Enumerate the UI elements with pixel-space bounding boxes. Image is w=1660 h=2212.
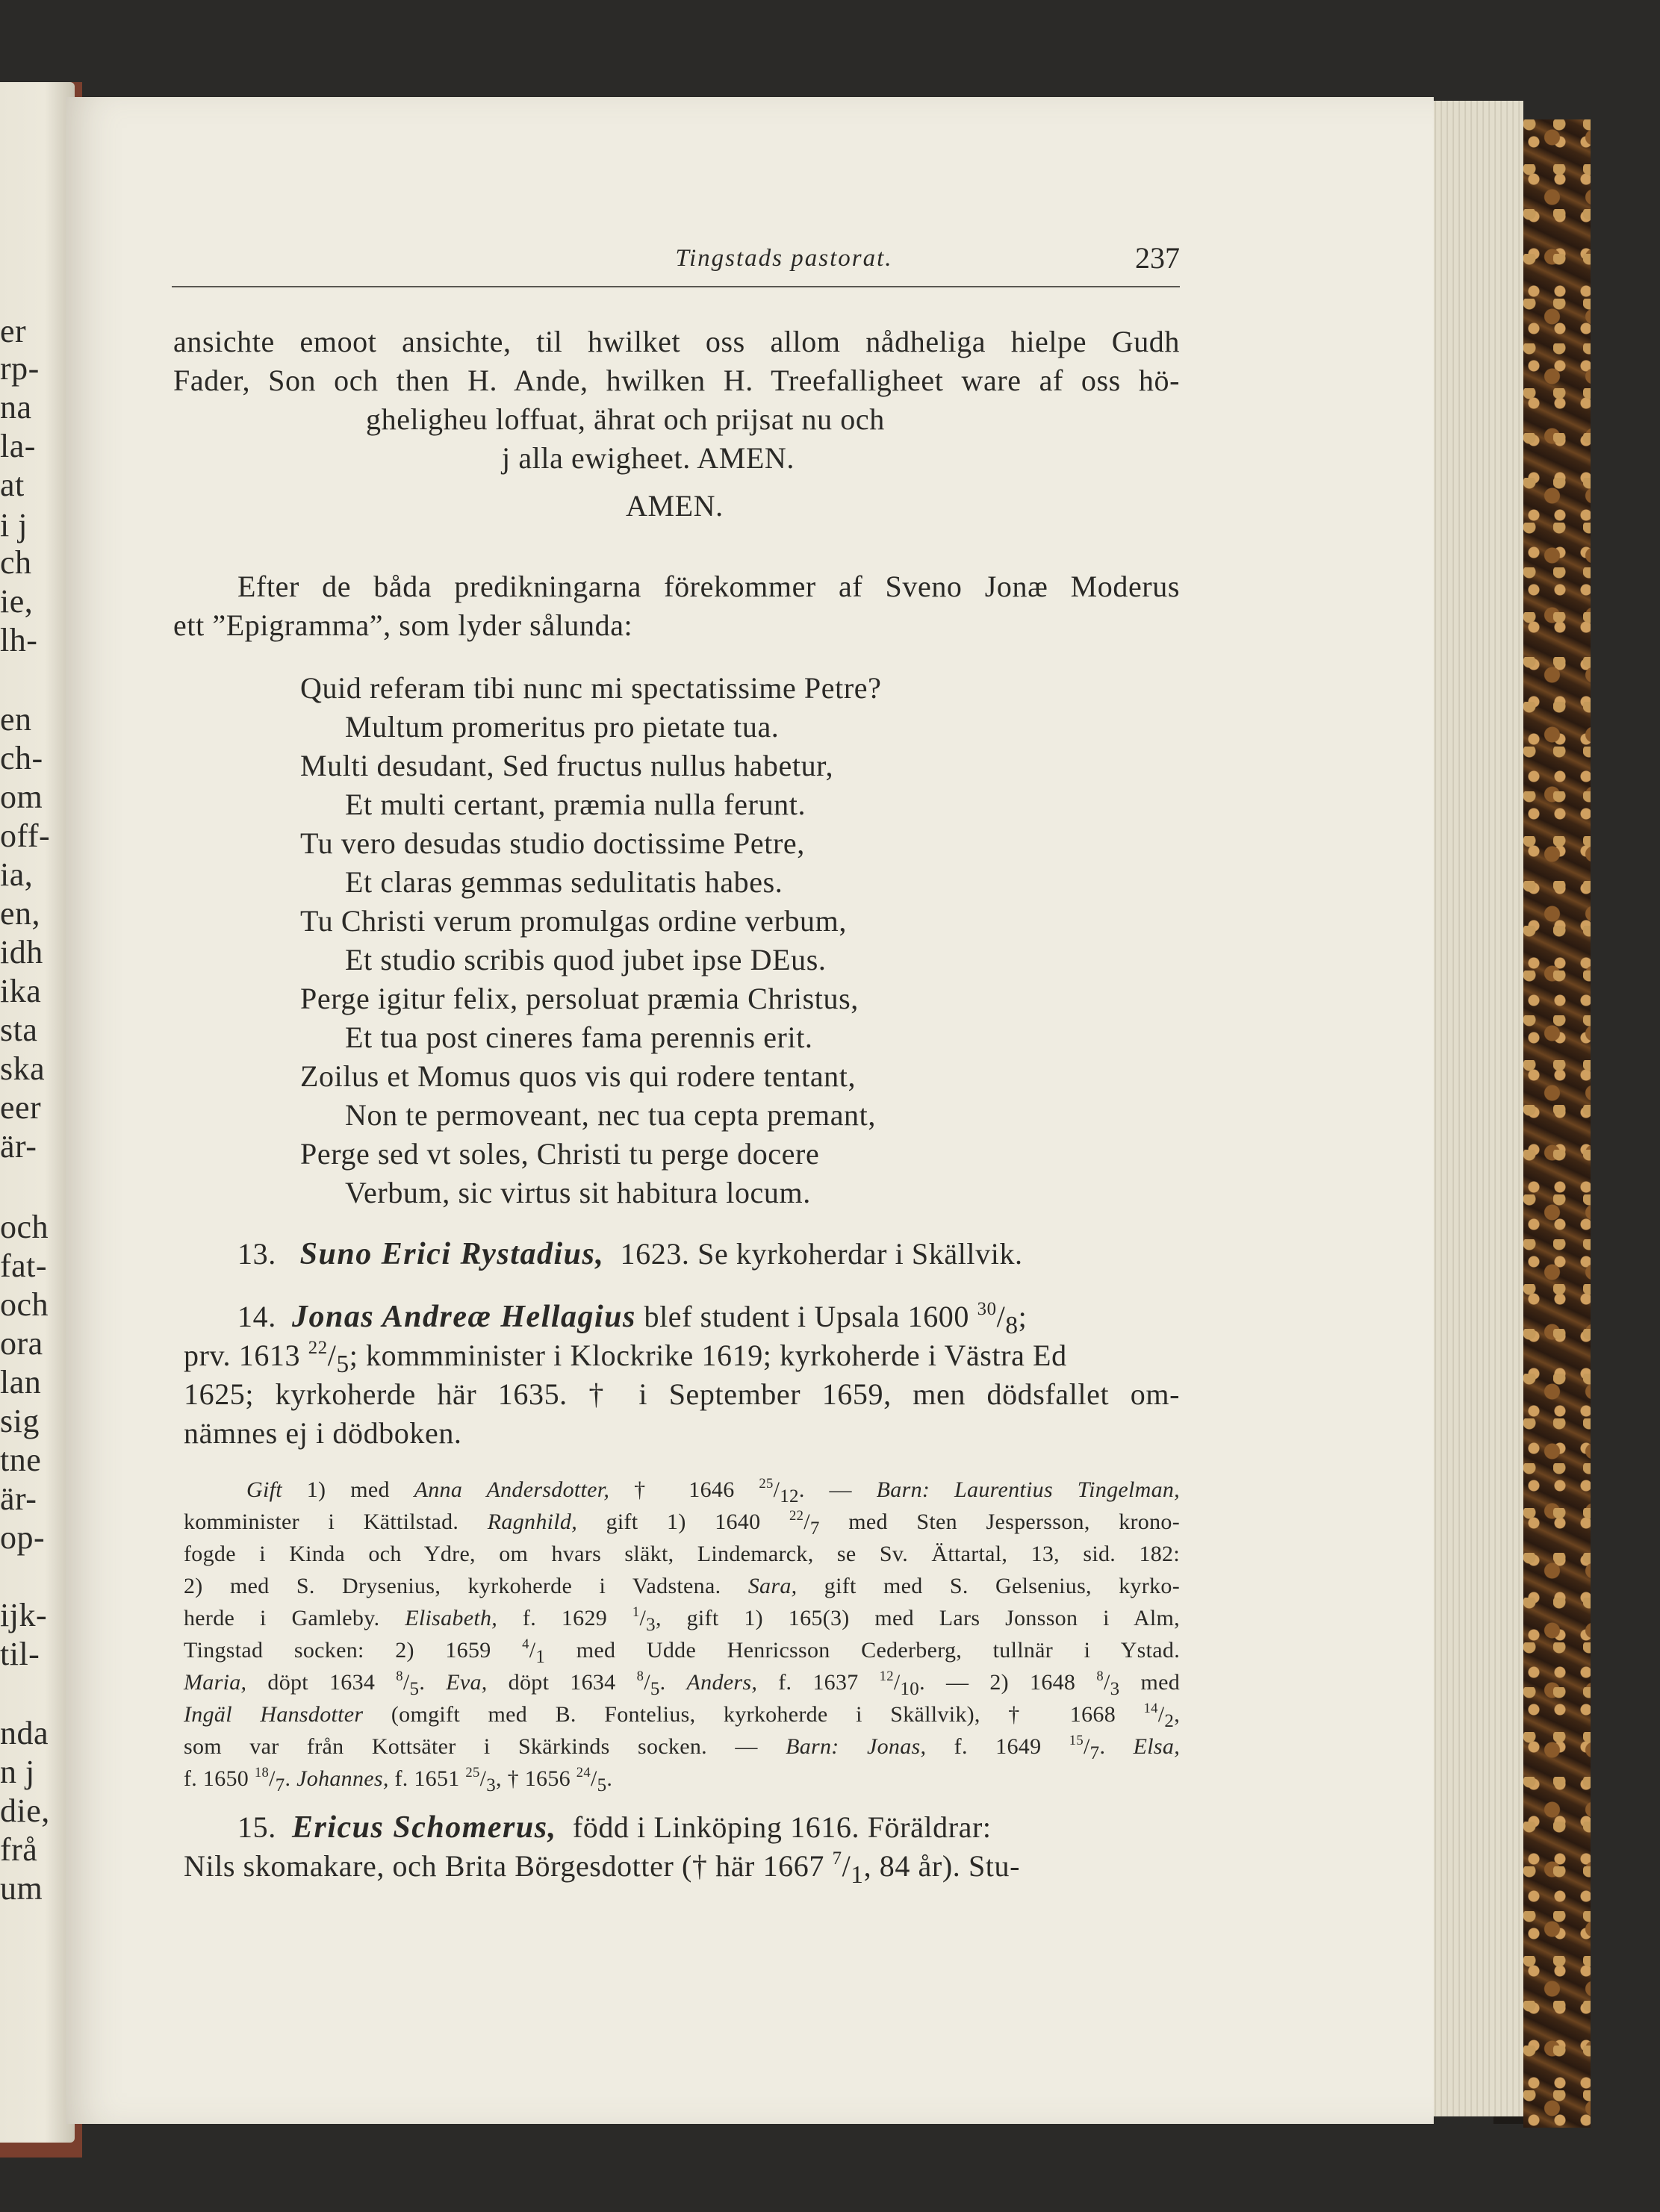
superscript: 25 xyxy=(759,1475,774,1492)
note-line xyxy=(184,1668,1180,1704)
note-text: Barn: Laurentius Tingelman, xyxy=(876,1477,1180,1502)
entry-line: 1625; kyrkoherde här 1635. † i September 1659, men dödsfallet om- xyxy=(184,1377,1180,1411)
note-text: Eva, xyxy=(446,1670,488,1695)
subscript: 7 xyxy=(275,1775,285,1795)
entry-line: nämnes ej i dödboken. xyxy=(184,1416,462,1450)
left-page-fragment: ia, xyxy=(0,856,34,893)
note-text: / xyxy=(590,1766,597,1791)
note-text: / xyxy=(479,1766,487,1791)
note-text: med Sten Jespersson, krono- xyxy=(819,1510,1180,1534)
page-stack-edge xyxy=(1419,101,1523,2116)
running-head-title: Tingstads pastorat. xyxy=(675,245,893,272)
left-page-fragment: eer xyxy=(0,1089,42,1126)
subscript: 8 xyxy=(1005,1312,1019,1339)
text-line: gheligheu loffuat, ährat och prijsat nu och xyxy=(366,402,885,436)
subscript: 10 xyxy=(900,1679,920,1699)
amen-line: AMEN. xyxy=(626,489,724,523)
note-text: . xyxy=(285,1766,297,1791)
left-page-fragment: ora xyxy=(0,1325,43,1362)
note-text: 2) med S. Drysenius, kyrkoherde i Vadstena. xyxy=(184,1574,748,1598)
note-text: döpt 1634 xyxy=(246,1670,397,1695)
entry-13 xyxy=(237,1235,1023,1274)
text-line: ansichte emoot ansichte, til hwilket oss allom nådheliga hielpe Gudh xyxy=(173,325,1180,358)
note-text: komminister i Kättilstad. xyxy=(184,1510,488,1534)
entry-text: blef student i Upsala 1600 xyxy=(644,1300,970,1333)
note-text: / xyxy=(1157,1702,1165,1727)
superscript: 15 xyxy=(1069,1732,1084,1748)
left-page-fragment: lan xyxy=(0,1364,42,1401)
entry-number: 15. xyxy=(237,1810,276,1844)
left-page-fragment: är- xyxy=(0,1128,37,1165)
fraction-slash: / xyxy=(327,1339,337,1372)
left-page-fragment: och xyxy=(0,1286,49,1323)
left-page-fragment: ch- xyxy=(0,740,43,776)
note-text: f. 1651 xyxy=(388,1766,466,1791)
entry-text: ; xyxy=(1018,1300,1028,1333)
note-text: / xyxy=(803,1510,810,1534)
left-page-fragment: n j xyxy=(0,1754,35,1790)
note-text: Elsa, xyxy=(1133,1734,1180,1759)
note-line xyxy=(246,1475,1180,1512)
note-line xyxy=(184,1764,612,1801)
verse-line: Zoilus et Momus quos vis qui rodere tentant, xyxy=(300,1059,857,1093)
text-line: Fader, Son och then H. Ande, hwilken H. Treefalligheet ware af oss hö- xyxy=(173,364,1180,397)
subscript: 5 xyxy=(597,1775,607,1795)
verse-line: Et tua post cineres fama perennis erit. xyxy=(345,1021,813,1054)
left-page-fragment: na xyxy=(0,389,32,426)
verse-line: Non te permoveant, nec tua cepta premant, xyxy=(345,1098,876,1132)
note-line xyxy=(184,1636,1180,1672)
note-text: . — xyxy=(798,1477,877,1502)
left-page-fragment: frå xyxy=(0,1831,38,1868)
note-text: Ragnhild, xyxy=(487,1510,577,1534)
subscript: 5 xyxy=(650,1679,660,1699)
left-page-fragment: er xyxy=(0,313,27,349)
subscript: 1 xyxy=(851,1861,864,1889)
note-text: Ingäl Hansdotter xyxy=(184,1702,364,1727)
superscript: 30 xyxy=(977,1298,997,1319)
left-page-fragment: ska xyxy=(0,1050,46,1087)
left-page-fragment: la- xyxy=(0,428,36,464)
note-text: Barn: Jonas, xyxy=(786,1734,927,1759)
superscript: 22 xyxy=(308,1337,328,1358)
left-page-fragment: die, xyxy=(0,1792,50,1829)
note-text: , xyxy=(1174,1702,1181,1727)
note-line xyxy=(184,1507,1180,1544)
verse-line: Et claras gemmas sedulitatis habes. xyxy=(345,865,783,899)
note-line xyxy=(184,1539,1180,1569)
page-number: 237 xyxy=(1135,241,1180,275)
note-text: Johannes, xyxy=(296,1766,389,1791)
running-head xyxy=(172,241,1180,297)
text-line: ett ”Epigramma”, som lyder sålunda: xyxy=(173,608,633,642)
text-line: j alla ewigheet. AMEN. xyxy=(502,441,795,475)
note-text: / xyxy=(773,1477,780,1502)
fraction-slash: / xyxy=(842,1849,851,1883)
note-text: med Udde Henricsson Cederberg, tullnär i Ystad. xyxy=(545,1638,1181,1663)
subscript: 5 xyxy=(336,1350,349,1378)
left-page-fragment: ie, xyxy=(0,583,34,620)
entry-line xyxy=(237,1808,992,1847)
left-page-fragment: om xyxy=(0,779,43,815)
left-page-fragment: fat- xyxy=(0,1247,48,1284)
left-page-fragment: nda xyxy=(0,1715,49,1751)
verse-line: Verbum, sic virtus sit habitura locum. xyxy=(345,1176,811,1209)
note-text: / xyxy=(644,1670,650,1695)
note-text: med xyxy=(1119,1670,1181,1695)
left-page-fragment: sig xyxy=(0,1403,40,1439)
person-name: Jonas Andreæ Hellagius xyxy=(292,1300,636,1334)
person-name: Suno Erici Rystadius, xyxy=(299,1237,605,1271)
verse-line: Et studio scribis quod jubet ipse DEus. xyxy=(345,943,827,976)
subscript: 3 xyxy=(486,1775,497,1795)
left-page-fragment: ika xyxy=(0,973,42,1009)
note-text: / xyxy=(402,1670,410,1695)
note-text: gift 1) 1640 xyxy=(577,1510,789,1534)
left-facing-page xyxy=(0,82,75,2143)
left-page-fragment: är- xyxy=(0,1480,37,1517)
verse-line: Perge sed vt soles, Christi tu perge docere xyxy=(300,1137,820,1171)
entry-text: 1623. Se kyrkoherdar i Skällvik. xyxy=(620,1237,1023,1271)
superscript: 8 xyxy=(636,1668,644,1684)
verse-line: Multum promeritus pro pietate tua. xyxy=(345,710,780,744)
note-text: f. 1629 xyxy=(497,1606,632,1630)
verse-line: Quid referam tibi nunc mi spectatissime Petre? xyxy=(300,671,882,705)
entry-text: Nils skomakare, och Brita Börgesdotter († här 1667 xyxy=(184,1849,824,1883)
subscript: 5 xyxy=(409,1679,420,1699)
person-name: Ericus Schomerus, xyxy=(292,1810,557,1845)
note-text: / xyxy=(529,1638,536,1663)
note-text: Maria, xyxy=(184,1670,247,1695)
left-page-fragment: rp- xyxy=(0,350,40,387)
text-line: Efter de båda predikningarna förekommer af Sveno Jonæ Moderus xyxy=(237,570,1180,603)
subscript: 12 xyxy=(780,1486,799,1507)
verse-line: Et multi certant, præmia nulla ferunt. xyxy=(345,788,806,821)
superscript: 1 xyxy=(632,1604,640,1620)
superscript: 7 xyxy=(832,1848,842,1869)
note-text: f. 1649 xyxy=(926,1734,1069,1759)
left-page-fragment: til- xyxy=(0,1636,40,1672)
superscript: 18 xyxy=(254,1764,270,1780)
note-text: gift med S. Gelsenius, kyrko- xyxy=(797,1574,1180,1598)
entry-text: ; kommminister i Klockrike 1619; kyrkoherde i Västra Ed xyxy=(349,1339,1067,1372)
note-text: Anna Andersdotter, xyxy=(414,1477,610,1502)
entry-line xyxy=(184,1847,1020,1895)
verse-line: Perge igitur felix, persoluat præmia Christus, xyxy=(300,982,859,1015)
note-text: Gift xyxy=(246,1477,282,1502)
note-text: , † 1656 xyxy=(496,1766,576,1791)
superscript: 8 xyxy=(396,1668,403,1684)
header-rule xyxy=(172,286,1180,287)
note-text: / xyxy=(893,1670,901,1695)
entry-number: 13. xyxy=(237,1237,276,1271)
entry-text: , 84 år). Stu- xyxy=(863,1849,1021,1883)
subscript: 3 xyxy=(646,1615,656,1635)
left-page-fragment: ch xyxy=(0,544,32,581)
left-page-fragment: lh- xyxy=(0,622,38,658)
note-line xyxy=(184,1700,1180,1736)
left-page-fragment: och xyxy=(0,1209,49,1245)
note-text: , gift 1) 165(3) med Lars Jonsson i Alm, xyxy=(655,1606,1180,1630)
entry-number: 14. xyxy=(237,1300,276,1333)
note-text: / xyxy=(269,1766,276,1791)
left-page-fragment: at xyxy=(0,467,25,503)
left-page-fragment: sta xyxy=(0,1012,38,1048)
superscript: 14 xyxy=(1143,1700,1158,1716)
note-text: herde i Gamleby. xyxy=(184,1606,405,1630)
note-text: f. 1637 xyxy=(757,1670,880,1695)
superscript: 25 xyxy=(465,1764,480,1780)
verse-line: Tu Christi verum promulgas ordine verbum, xyxy=(300,904,847,938)
superscript: 12 xyxy=(879,1668,894,1684)
left-page-fragment: idh xyxy=(0,934,43,971)
fraction-slash: / xyxy=(996,1300,1006,1333)
left-page-fragment: en, xyxy=(0,895,41,932)
note-text: . xyxy=(1099,1734,1134,1759)
note-line xyxy=(184,1571,1180,1601)
entry-text: född i Linköping 1616. Föräldrar: xyxy=(572,1810,992,1844)
left-page-fragment: i j xyxy=(0,507,28,543)
note-text: Sara, xyxy=(747,1574,798,1598)
left-page-fragment: ijk- xyxy=(0,1597,48,1633)
superscript: 24 xyxy=(576,1764,591,1780)
entry-text: prv. 1613 xyxy=(184,1339,301,1372)
left-page-fragment: um xyxy=(0,1870,43,1907)
note-text: 1) med xyxy=(282,1477,414,1502)
subscript: 3 xyxy=(1110,1679,1120,1699)
superscript: 8 xyxy=(1096,1668,1104,1684)
note-line xyxy=(184,1604,1180,1640)
verse-line: Tu vero desudas studio doctissime Petre, xyxy=(300,826,805,860)
note-line xyxy=(184,1732,1180,1769)
note-text: (omgift med B. Fontelius, kyrkoherde i Skällvik), † 1668 xyxy=(363,1702,1144,1727)
left-page-text-fragments xyxy=(0,82,75,2143)
marbled-cover xyxy=(1523,119,1591,2128)
note-text: Tingstad socken: 2) 1659 xyxy=(184,1638,523,1663)
note-text: . xyxy=(606,1766,613,1791)
note-text: döpt 1634 xyxy=(487,1670,637,1695)
left-page-fragment: op- xyxy=(0,1519,46,1556)
note-text: . xyxy=(659,1670,687,1695)
left-page-fragment: tne xyxy=(0,1442,42,1478)
superscript: 4 xyxy=(522,1636,529,1652)
left-page-fragment: off- xyxy=(0,817,51,854)
note-text: † 1646 xyxy=(609,1477,759,1502)
note-text: / xyxy=(1083,1734,1090,1759)
subscript: 1 xyxy=(535,1647,546,1667)
superscript: 22 xyxy=(789,1507,804,1524)
left-page-fragment: en xyxy=(0,701,32,738)
note-text: som var från Kottsäter i Skärkinds socken. — xyxy=(184,1734,786,1759)
subscript: 2 xyxy=(1164,1711,1175,1731)
note-text: Anders, xyxy=(686,1670,758,1695)
note-text: / xyxy=(1103,1670,1110,1695)
note-text: Elisabeth, xyxy=(405,1606,498,1630)
subscript: 7 xyxy=(809,1518,820,1539)
note-text: . xyxy=(419,1670,447,1695)
verse-line: Multi desudant, Sed fructus nullus habetur, xyxy=(300,749,834,782)
note-text: f. 1650 xyxy=(184,1766,255,1791)
note-text: . — 2) 1648 xyxy=(919,1670,1097,1695)
note-text: / xyxy=(639,1606,647,1630)
note-text: fogde i Kinda och Ydre, om hvars släkt, Lindemarck, se Sv. Ättartal, 13, sid. 182: xyxy=(184,1542,1180,1566)
subscript: 7 xyxy=(1089,1743,1100,1763)
